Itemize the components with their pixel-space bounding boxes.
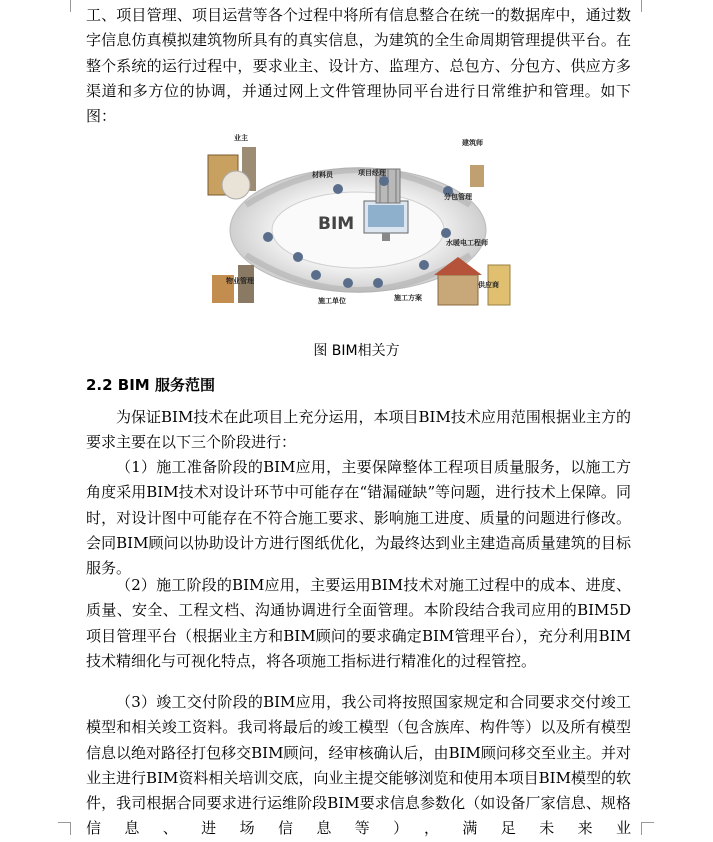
figure-label-scheme: 施工方案 (394, 294, 422, 302)
figure-label-subcontract: 分包管理 (444, 193, 472, 201)
paragraph-stage-1: （1）施工准备阶段的BIM应用，主要保障整体工程项目质量服务，以施工方角度采用BIM技术对设计环节中可能存在“错漏碰缺”等问题，进行技术上保障。同时，对设计图中可能存在不符合施工要求、影响施工进度、质量的问题进行修改。会同BIM顾问以协助设计方进行图纸优化，为最终达到业主建造高质量建筑的目标服务。 (86, 458, 631, 578)
figure-label-pm: 项目经理 (358, 169, 386, 177)
figure-label-owner: 业主 (234, 134, 248, 142)
section-heading: 2.2 BIM 服务范围 (86, 376, 215, 394)
figure-label-architect: 建筑师 (462, 139, 483, 147)
bim-stakeholder-figure (198, 125, 516, 327)
paragraph-stage-2: （2）施工阶段的BIM应用，主要运用BIM技术对施工过程中的成本、进度、质量、安全、工程文档、沟通协调进行全面管理。本阶段结合我司应用的BIM5D项目管理平台（根据业主方和BIM顾问的要求确定BIM管理平台），充分利用BIM技术精细化与可视化特点，将各项施工指标进行精准化的过程管控。 (86, 576, 631, 670)
figure-label-materials: 材料员 (312, 171, 333, 179)
page-corner-mark (58, 0, 71, 12)
page-corner-mark (641, 0, 654, 12)
figure-label-contractor: 施工单位 (318, 297, 346, 305)
paragraph-intro: 工、项目管理、项目运营等各个过程中将所有信息整合在统一的数据库中，通过数字信息仿真模拟建筑物所具有的真实信息，为建筑的全生命周期管理提供平台。在整个系统的运行过程中，要求业主、设计方、监理方、总包方、分包方、供应方多渠道和多方位的协调，并通过网上文件管理协同平台进行日常维护和管理。如下图： (86, 6, 631, 126)
figure-label-mep: 水暖电工程师 (446, 239, 488, 247)
figure-center-label: BIM (318, 214, 355, 234)
paragraph-scope: 为保证BIM技术在此项目上充分运用，本项目BIM技术应用范围根据业主方的要求主要在以下三个阶段进行： (86, 408, 631, 452)
page-corner-mark (641, 822, 654, 835)
figure-label-supplier: 供应商 (478, 281, 499, 289)
paragraph-stage-3: （3）竣工交付阶段的BIM应用，我公司将按照国家规定和合同要求交付竣工模型和相关竣工资料。我司将最后的竣工模型（包含族库、构件等）以及所有模型信息以绝对路径打包移交BIM顾问，经审核确认后，由BIM顾问移交至业主。并对业主进行BIM资料相关培训交底，向业主提交能够浏览和使用本项目BIM模型的软件，我司根据合同要求进行运维阶段BIM要求信息参数化（如设备厂家信息、规格信息、进场信息等），满足未来业 (86, 693, 631, 838)
page-corner-mark (58, 822, 71, 835)
figure-caption: 图 BIM相关方 (313, 343, 400, 359)
figure-label-property: 物业管理 (226, 277, 254, 285)
